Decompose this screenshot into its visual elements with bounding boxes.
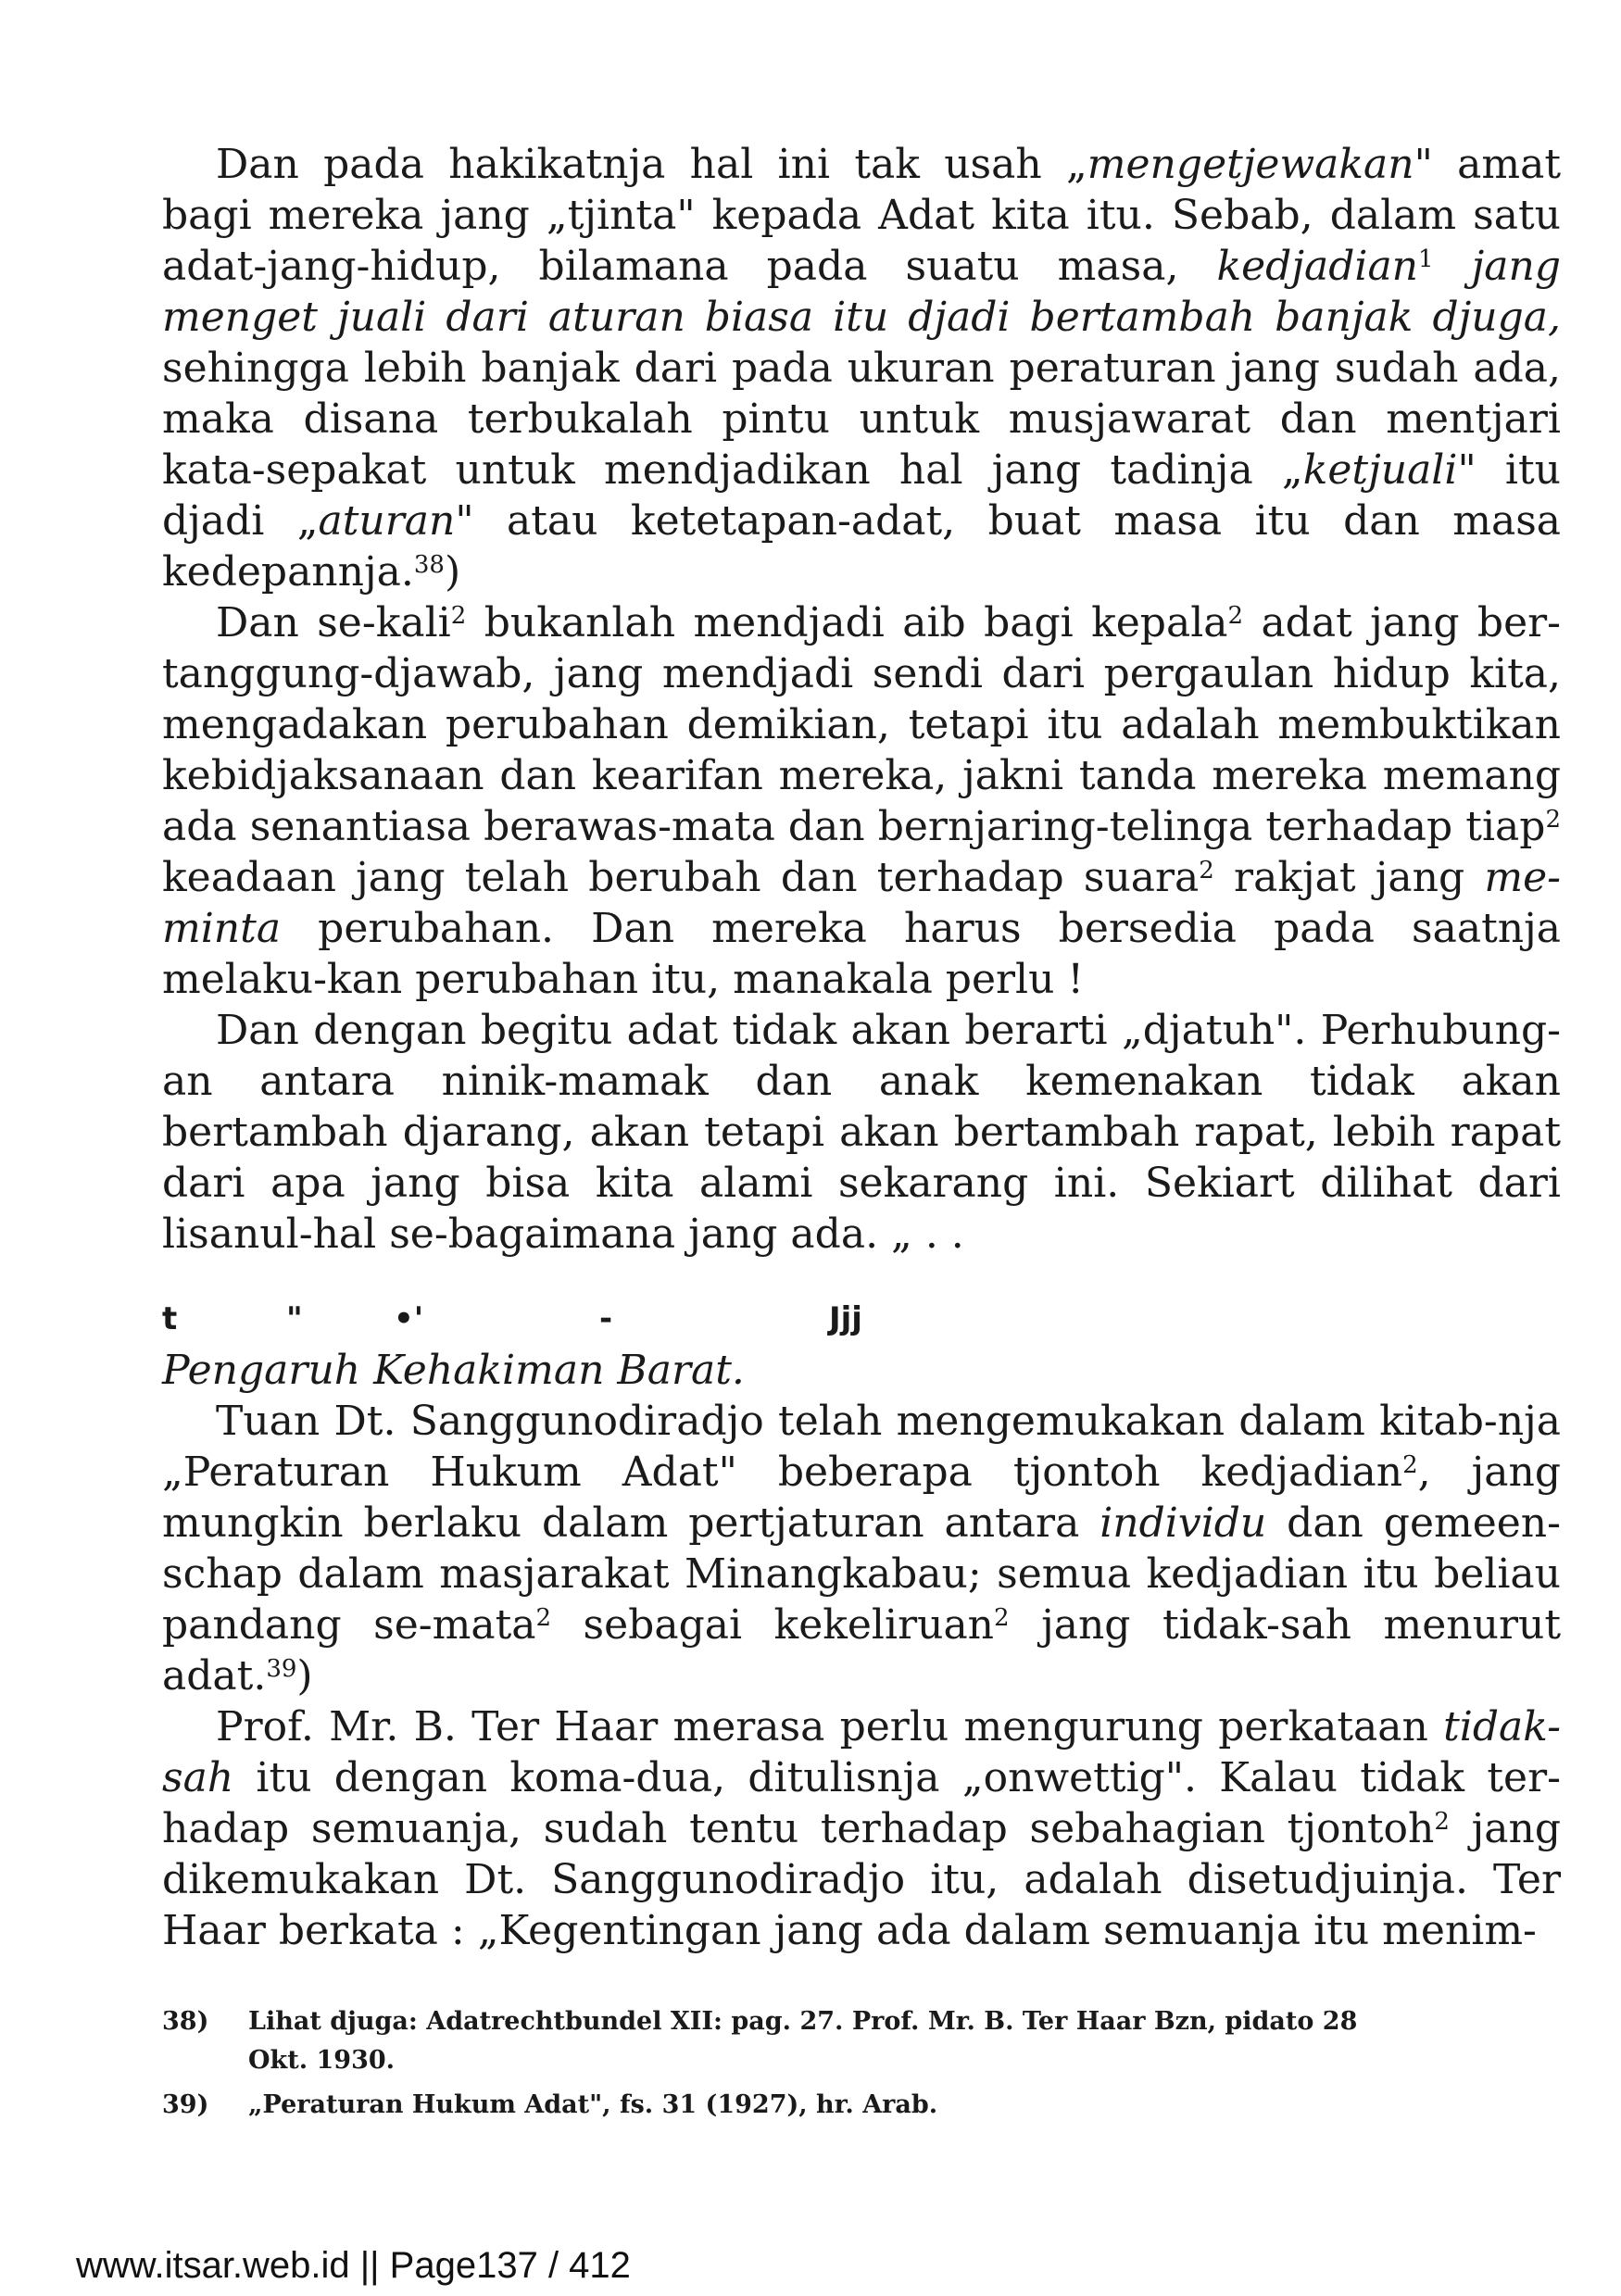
footnote-ref: 1: [1418, 245, 1434, 273]
text-run: " itu djadi „: [162, 446, 1561, 545]
scan-noise-mark: Jjj: [829, 1300, 862, 1337]
text-run: „ . .: [878, 1211, 964, 1258]
text-run: " atau ketetapan-adat, buat masa itu dan masa kedepannja.: [162, 497, 1561, 596]
footnote-ref: 2: [450, 602, 467, 630]
page-footer[interactable]: www.itsar.web.id || Page137 / 412: [76, 2245, 631, 2286]
footnote-ref: 39: [266, 1655, 297, 1683]
footnote-ref: 2: [1545, 806, 1561, 834]
text-run: Dan dengan begitu adat tidak akan berarti „djatuh". Perhubung-an antara ninik-mamak dan anak kemenakan tidak akan bertambah djarang, akan tetapi akan bertambah rapat, lebih rapat dari apa jang bisa kita alami sekarang ini. Sekiart dilihat dari lisanul-hal se-bagaimana jang ada.: [162, 1007, 1561, 1258]
footnote-ref: 2: [535, 1604, 552, 1632]
paragraph-group-1: [162, 139, 1561, 1260]
text-run: jang dikemukakan Dt. Sanggunodiradjo itu, adalah disetudjuinja. Ter Haar berkata : „Kegentingan jang ada dalam semuanja itu menim-: [162, 1805, 1562, 1954]
text-run: perubahan. Dan mereka harus bersedia pada saatnja melaku-kan perubahan itu, manakala perlu !: [162, 905, 1561, 1003]
text-run: " amat bagi mereka jang „tjinta" kepada Adat kita itu. Sebab, dalam satu adat-jang-hidup, bilamana pada suatu masa,: [162, 141, 1561, 290]
page-body: [162, 139, 1561, 1956]
text-run: Dan se-kali: [216, 599, 451, 646]
footnote-ref: 2: [1227, 602, 1244, 630]
footnotes: [162, 2002, 1366, 2130]
scan-noise-mark: t: [162, 1300, 178, 1337]
text-run: jang tidak-sah menurut adat.: [162, 1601, 1562, 1700]
paragraph: [162, 1396, 1561, 1701]
footnote-39: [162, 2086, 1366, 2125]
text-run: Prof. Mr. B. Ter Haar merasa perlu mengurung perkataan: [216, 1703, 1444, 1750]
scan-noise-mark: •': [394, 1300, 424, 1337]
text-run: keadaan jang telah berubah dan terhadap suara: [162, 854, 1200, 901]
footnote-ref: 2: [1402, 1451, 1418, 1479]
footnote-38: [162, 2002, 1366, 2080]
section-heading: Pengaruh Kehakiman Barat.: [162, 1347, 745, 1394]
text-run: adat jang ber-tanggung-djawab, jang mendjadi sendi dari pergaulan hidup kita, mengadakan perubahan demikian, tetapi itu adalah membuktikan kebidjaksanaan dan kearifan mereka, jakni tanda mereka memang ada senantiasa berawas-mata dan bernjaring-telinga terhadap tiap: [162, 599, 1562, 850]
text-run: Dan pada hakikatnja hal ini tak usah „: [216, 141, 1087, 188]
footnote-number: 39): [162, 2090, 209, 2119]
paragraph: [162, 1005, 1561, 1260]
footnote-ref: 2: [1199, 857, 1214, 885]
text-run: mengetjewakan: [1087, 141, 1414, 188]
paragraph-group-2: [162, 1396, 1561, 1956]
scan-noise-line: [162, 1289, 1561, 1345]
text-run: tidak-sah: [162, 1703, 1561, 1801]
text-run: sehingga lebih banjak dari pada ukuran peraturan jang sudah ada, maka disana terbukalah pintu untuk musjawarat dan mentjari kata-sepakat untuk mendjadikan hal jang tadinja „: [162, 345, 1561, 494]
text-run: individu: [1100, 1499, 1267, 1547]
text-run: bukanlah mendjadi aib bagi kepala: [466, 599, 1228, 646]
text-run: rakjat jang: [1213, 854, 1485, 901]
footnote-ref: 38: [413, 551, 445, 579]
footnote-number: 38): [162, 2007, 209, 2036]
text-run: jang menget juali dari aturan biasa itu djadi bertambah banjak djuga,: [162, 243, 1561, 341]
text-run: itu dengan koma-dua, ditulisnja „onwettig". Kalau tidak ter-hadap semuanja, sudah tentu terhadap sebahagian tjontoh: [162, 1754, 1561, 1852]
text-run: kedjadian: [1216, 243, 1419, 290]
footnote-text: „Peraturan Hukum Adat", fs. 31 (1927), hr. Arab.: [248, 2090, 938, 2119]
text-run: ketjuali: [1302, 446, 1458, 494]
text-run: ): [444, 548, 461, 596]
scan-noise-mark: -: [599, 1300, 613, 1337]
text-run: , jang mungkin berlaku dalam pertjaturan antara: [162, 1449, 1561, 1547]
text-run: sebagai kekeliruan: [551, 1601, 995, 1649]
text-run: ): [296, 1652, 313, 1700]
text-run: Tuan Dt. Sanggunodiradjo telah mengemukakan dalam kitab-nja „Peraturan Hukum Adat" beberapa tjontoh kedjadian: [162, 1398, 1561, 1496]
footnote-ref: 2: [1434, 1808, 1450, 1836]
paragraph: [162, 597, 1561, 1005]
text-run: me-minta: [162, 854, 1561, 952]
footnote-ref: 2: [994, 1604, 1010, 1632]
text-run: dan gemeen-schap dalam masjarakat Minangkabau; semua kedjadian itu beliau pandang se-mata: [162, 1499, 1561, 1649]
footnote-text: Lihat djuga: Adatrechtbundel XII: pag. 27. Prof. Mr. B. Ter Haar Bzn, pidato 28 Okt. 1930.: [248, 2007, 1358, 2075]
scan-noise-mark: ": [286, 1300, 303, 1337]
paragraph: [162, 139, 1561, 597]
text-run: aturan: [318, 497, 456, 545]
paragraph: [162, 1701, 1561, 1956]
